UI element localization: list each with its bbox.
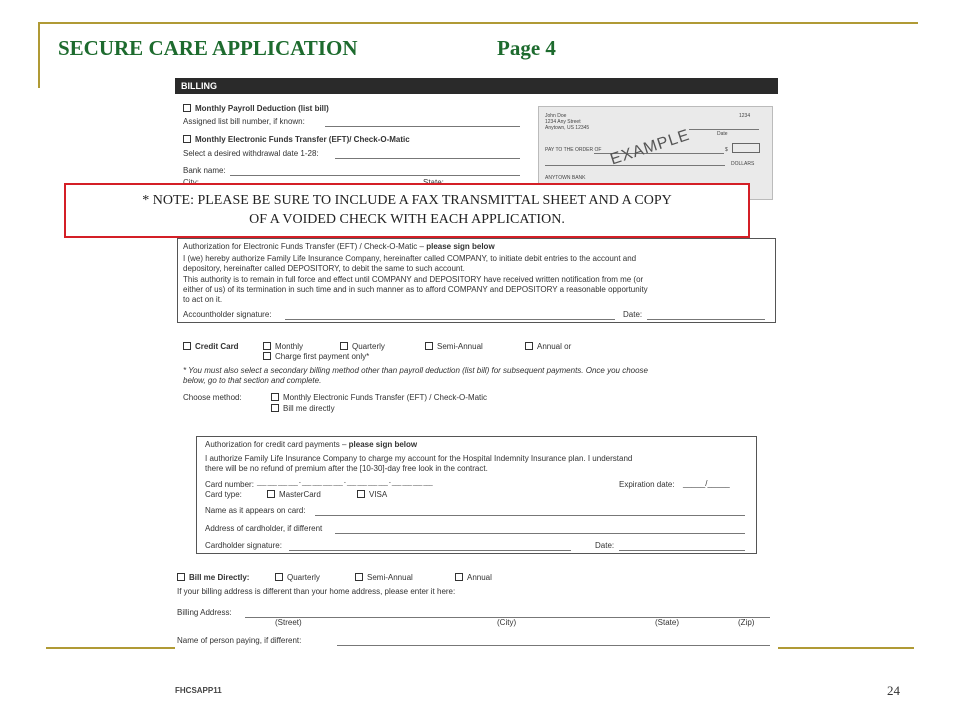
checkbox-icon xyxy=(183,104,191,112)
cardholder-signature-label: Cardholder signature: xyxy=(205,541,282,550)
check-example-watermark: EXAMPLE xyxy=(608,126,693,169)
check-dollars: DOLLARS xyxy=(731,161,755,167)
note-line-1: * NOTE: PLEASE BE SURE TO INCLUDE A FAX TRANSMITTAL SHEET AND A COPY xyxy=(142,193,672,208)
accountholder-signature-label: Accountholder signature: xyxy=(183,310,272,319)
checkbox-icon xyxy=(425,342,433,350)
address-zip-caption: (Zip) xyxy=(738,618,755,627)
eft-auth-heading: Authorization for Electronic Funds Transfer (EFT) / Check-O-Matic – please sign below xyxy=(183,242,495,251)
check-city: Anytown, US 12345 xyxy=(545,125,590,131)
frame-bottom-line-right xyxy=(778,647,914,649)
cc-quarterly-option[interactable]: Quarterly xyxy=(340,342,385,351)
cc-annual-option[interactable]: Annual or xyxy=(525,342,571,351)
address-street-caption: (Street) xyxy=(275,618,302,627)
checkbox-icon xyxy=(271,393,279,401)
eft-auth-text-1: I (we) hereby authorize Family Life Insurance Company, hereinafter called COMPANY, to initiate debit entries to the account and xyxy=(183,254,637,263)
card-type-label: Card type: xyxy=(205,490,242,499)
check-dollar-sign: $ xyxy=(725,147,728,153)
slide-title: SECURE CARE APPLICATION xyxy=(58,36,358,60)
cc-date-label: Date: xyxy=(595,541,615,550)
mastercard-option[interactable]: MasterCard xyxy=(267,490,321,499)
check-date-label: Date xyxy=(717,131,728,137)
withdrawal-prompt: Select a desired withdrawal date 1-28: xyxy=(183,149,319,158)
checkbox-icon xyxy=(357,490,365,498)
bank-name-label: Bank name: xyxy=(183,166,226,175)
eft-auth-text-5: to act on it. xyxy=(183,295,223,304)
checkbox-icon xyxy=(455,573,463,581)
checkbox-icon xyxy=(263,342,271,350)
method-bill-option[interactable]: Bill me directly xyxy=(271,404,335,413)
payer-name-line[interactable] xyxy=(337,645,770,646)
fax-transmittal-note xyxy=(64,183,750,238)
eft-auth-text-2: depository, hereinafter called DEPOSITORY, to debit the same to such account. xyxy=(183,264,465,273)
note-line-2: OF A VOIDED CHECK WITH EACH APPLICATION. xyxy=(249,212,565,227)
cc-name-line[interactable] xyxy=(315,515,745,516)
check-amount-line xyxy=(545,165,725,166)
cc-address-label: Address of cardholder, if different xyxy=(205,524,323,533)
cardholder-signature-line[interactable] xyxy=(289,550,571,551)
payer-name-label: Name of person paying, if different: xyxy=(177,636,302,645)
frame-left-line xyxy=(38,22,40,88)
check-bank: ANYTOWN BANK xyxy=(545,175,586,181)
expiration-field[interactable]: _____/_____ xyxy=(683,479,730,488)
eft-auth-text-4: either of us) of its termination in such time and in such manner as to afford COMPANY and DEPOSITORY a reasonable opportunity xyxy=(183,285,648,294)
cc-charge-first-option[interactable]: Charge first payment only* xyxy=(263,352,369,361)
form-code: FHCSAPP11 xyxy=(175,686,222,695)
checkbox-icon xyxy=(267,490,275,498)
cc-auth-text-2: there will be no refund of premium after the [10-30]-day free look in the contract. xyxy=(205,464,488,473)
check-street: 1234 Any Street xyxy=(545,119,581,125)
credit-card-option[interactable]: Credit Card xyxy=(183,342,239,351)
direct-quarterly-option[interactable]: Quarterly xyxy=(275,573,320,582)
cc-name-label: Name as it appears on card: xyxy=(205,506,306,515)
check-date-line xyxy=(689,129,759,130)
cc-semi-annual-option[interactable]: Semi-Annual xyxy=(425,342,483,351)
cc-address-line[interactable] xyxy=(335,533,745,534)
checkbox-icon xyxy=(275,573,283,581)
frame-bottom-line-left xyxy=(46,647,175,649)
check-pay-to: PAY TO THE ORDER OF xyxy=(545,147,602,153)
billing-address-prompt: If your billing address is different than your home address, please enter it here: xyxy=(177,587,456,596)
cc-auth-text-1: I authorize Family Life Insurance Company to charge my account for the Hospital Indemnity Insurance plan. I understand xyxy=(205,454,633,463)
direct-semi-annual-option[interactable]: Semi-Annual xyxy=(355,573,413,582)
list-bill-prompt: Assigned list bill number, if known: xyxy=(183,117,305,126)
checkbox-icon xyxy=(177,573,185,581)
eft-auth-text-3: This authority is to remain in full force and effect until COMPANY and DEPOSITORY have received written notification from me (or xyxy=(183,275,644,284)
checkbox-icon xyxy=(271,404,279,412)
frame-top-line xyxy=(38,22,918,24)
visa-option[interactable]: VISA xyxy=(357,490,387,499)
card-number-field[interactable]: ___ ___ ___ ___ - ___ ___ ___ ___ - ___ ___ ___ ___ - ___ ___ ___ ___ xyxy=(257,480,433,486)
check-number: 1234 xyxy=(739,113,751,119)
billing-form xyxy=(175,78,778,650)
list-bill-line[interactable] xyxy=(325,126,520,127)
billing-header: BILLING xyxy=(175,78,778,94)
cc-note-line-1: * You must also select a secondary billing method other than payroll deduction (list bill) for subsequent payments. Once you choose xyxy=(183,366,649,375)
checkbox-icon xyxy=(263,352,271,360)
slide-page-label: Page 4 xyxy=(497,36,556,60)
cc-monthly-option[interactable]: Monthly xyxy=(263,342,303,351)
check-name: John Doe xyxy=(545,113,567,119)
checkbox-icon xyxy=(525,342,533,350)
cc-auth-heading: Authorization for credit card payments – please sign below xyxy=(205,440,418,449)
method-eft-option[interactable]: Monthly Electronic Funds Transfer (EFT) / Check-O-Matic xyxy=(271,393,487,402)
bank-name-line[interactable] xyxy=(230,175,520,176)
eft-date-label: Date: xyxy=(623,310,643,319)
choose-method-label: Choose method: xyxy=(183,393,242,402)
cc-date-line[interactable] xyxy=(619,550,745,551)
eft-date-line[interactable] xyxy=(647,319,765,320)
checkbox-icon xyxy=(183,342,191,350)
payroll-option[interactable]: Monthly Payroll Deduction (list bill) xyxy=(183,104,329,113)
address-state-caption: (State) xyxy=(655,618,680,627)
cc-note-line-2: below, go to that section and complete. xyxy=(183,376,322,385)
expiration-label: Expiration date: xyxy=(619,480,675,489)
slide-number: 24 xyxy=(887,683,900,698)
accountholder-signature-line[interactable] xyxy=(285,319,615,320)
withdrawal-line[interactable] xyxy=(335,158,520,159)
card-number-label: Card number: xyxy=(205,480,254,489)
bill-direct-label[interactable]: Bill me Directly: xyxy=(177,573,249,582)
checkbox-icon xyxy=(355,573,363,581)
checkbox-icon xyxy=(340,342,348,350)
billing-address-label: Billing Address: xyxy=(177,608,232,617)
address-city-caption: (City) xyxy=(497,618,517,627)
checkbox-icon xyxy=(183,135,191,143)
direct-annual-option[interactable]: Annual xyxy=(455,573,492,582)
eft-option[interactable]: Monthly Electronic Funds Transfer (EFT)/ Check-O-Matic xyxy=(183,135,410,144)
check-amount-box xyxy=(732,143,760,153)
